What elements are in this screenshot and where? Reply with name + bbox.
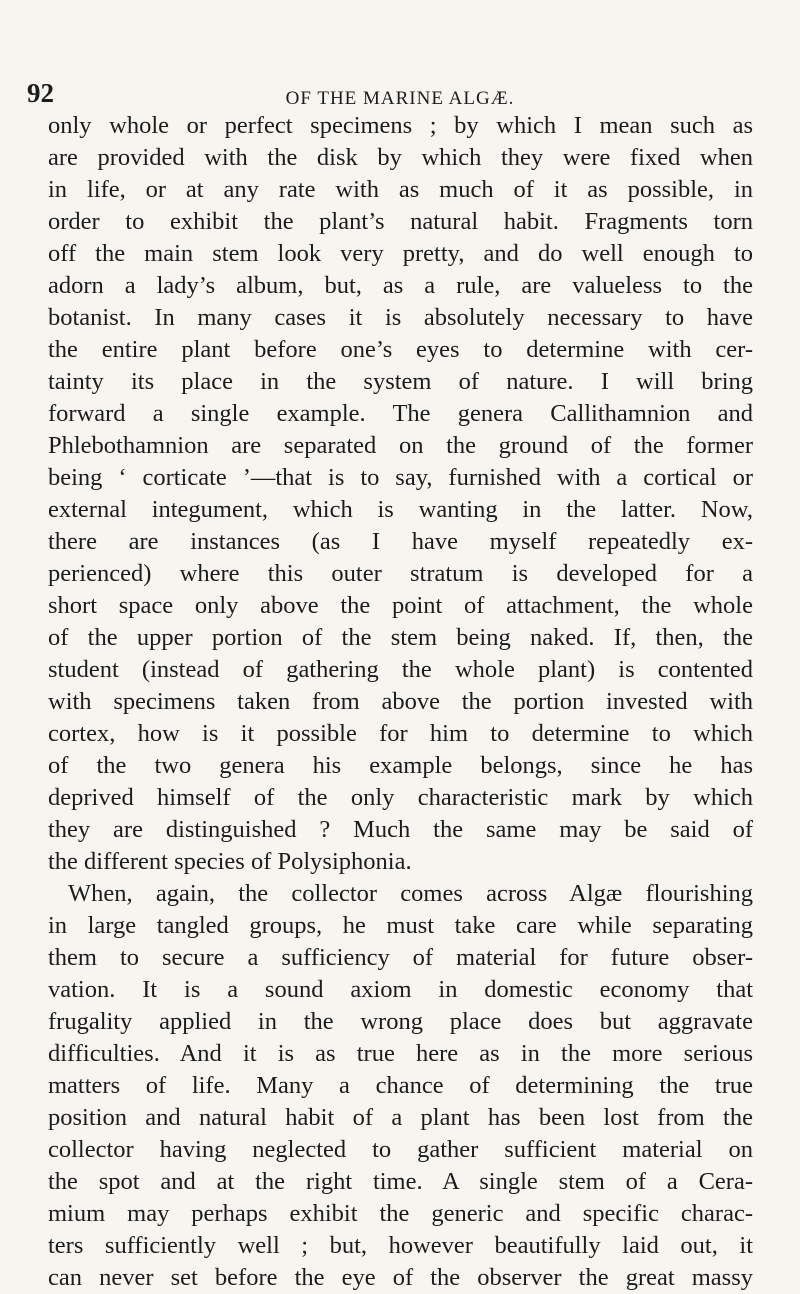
text-line: the different species of Polysiphonia. — [48, 848, 412, 875]
text-line: Phlebothamnion are separated on the ground of the former — [48, 432, 753, 459]
text-line: of the upper portion of the stem being naked. If, then, the — [48, 624, 753, 651]
text-line: in large tangled groups, he must take care while separating — [48, 912, 753, 939]
text-line: them to secure a sufficiency of material for future obser- — [48, 944, 753, 971]
text-line: the spot and at the right time. A single stem of a Cera- — [48, 1168, 753, 1195]
text-line: the entire plant before one’s eyes to determine with cer- — [48, 336, 753, 363]
text-line: matters of life. Many a chance of determining the true — [48, 1072, 753, 1099]
text-line: ters sufficiently well ; but, however beautifully laid out, it — [48, 1232, 753, 1259]
text-line: of the two genera his example belongs, since he has — [48, 752, 753, 779]
text-line: are provided with the disk by which they were fixed when — [48, 144, 753, 171]
text-line: external integument, which is wanting in the latter. Now, — [48, 496, 753, 523]
text-line: in life, or at any rate with as much of it as possible, in — [48, 176, 753, 203]
text-line: forward a single example. The genera Callithamnion and — [48, 400, 753, 427]
text-line: only whole or perfect specimens ; by which I mean such as — [48, 112, 753, 139]
text-line: difficulties. And it is as true here as in the more serious — [48, 1040, 753, 1067]
text-line: deprived himself of the only characteristic mark by which — [48, 784, 753, 811]
text-line: collector having neglected to gather sufficient material on — [48, 1136, 753, 1163]
text-line: botanist. In many cases it is absolutely necessary to have — [48, 304, 753, 331]
text-line: perienced) where this outer stratum is developed for a — [48, 560, 753, 587]
text-line: there are instances (as I have myself repeatedly ex- — [48, 528, 753, 555]
text-line: they are distinguished ? Much the same may be said of — [48, 816, 753, 843]
text-line: mium may perhaps exhibit the generic and specific charac- — [48, 1200, 753, 1227]
text-line: student (instead of gathering the whole plant) is contented — [48, 656, 753, 683]
text-line: vation. It is a sound axiom in domestic economy that — [48, 976, 753, 1003]
text-line: adorn a lady’s album, but, as a rule, are valueless to the — [48, 272, 753, 299]
running-title: OF THE MARINE ALGÆ. — [285, 88, 515, 109]
text-line: position and natural habit of a plant has been lost from the — [48, 1104, 753, 1131]
text-line: short space only above the point of attachment, the whole — [48, 592, 753, 619]
page-number: 92 — [27, 78, 54, 108]
text-line: tainty its place in the system of nature. I will bring — [48, 368, 753, 395]
text-line: can never set before the eye of the observer the great massy — [48, 1264, 753, 1291]
text-line: off the main stem look very pretty, and do well enough to — [48, 240, 753, 267]
body-text — [48, 110, 753, 1294]
text-line: with specimens taken from above the portion invested with — [48, 688, 753, 715]
text-line: being ‘ corticate ’—that is to say, furnished with a cortical or — [48, 464, 753, 491]
text-line: order to exhibit the plant’s natural habit. Fragments torn — [48, 208, 753, 235]
text-line: frugality applied in the wrong place does but aggravate — [48, 1008, 753, 1035]
text-line: cortex, how is it possible for him to determine to which — [48, 720, 753, 747]
text-line: When, again, the collector comes across Algæ flourishing — [68, 880, 753, 907]
